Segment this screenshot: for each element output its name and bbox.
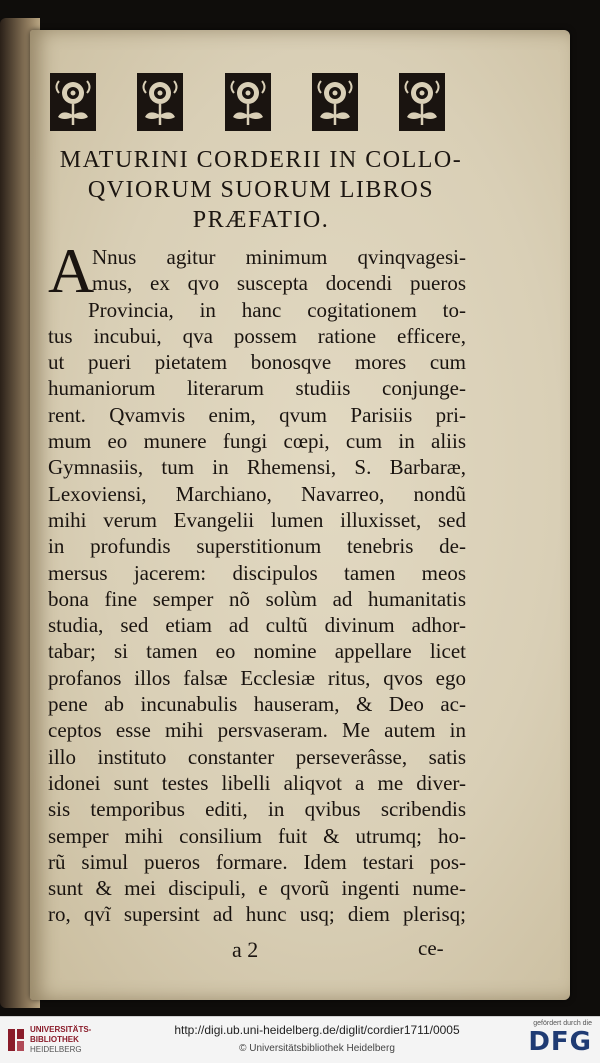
heading-line-1: MATURINI CORDERII IN COLLO- — [59, 147, 463, 173]
text-line: mum eo munere fungi cœpi, cum in aliis — [48, 429, 466, 454]
heading-line-3: PRÆFATIO. — [192, 207, 330, 233]
viewer-footer — [0, 1016, 600, 1063]
text-line: rent. Qvamvis enim, qvum Parisiis pri- — [48, 402, 466, 427]
text-line: idonei sunt testes libelli aliqvot a me diver- — [48, 770, 466, 795]
fleuron-ornament-icon — [50, 73, 96, 131]
text-line: ro, qvĩ supersint ad hunc usq; diem plerisq; — [48, 902, 466, 927]
dfg-logo[interactable] — [512, 1020, 592, 1060]
text-line: ut pueri pietatem bonosqve mores cum — [48, 350, 466, 375]
signature-mark: a 2 — [232, 937, 259, 962]
heading-line-2: QVIORUM SUORUM LIBROS — [87, 177, 435, 203]
text-line: ceptos esse mihi persvaseram. Me autem in — [48, 718, 466, 743]
dfg-caption: gefördert durch die — [533, 1020, 592, 1027]
fleuron-ornament-icon — [137, 73, 183, 131]
fleuron-ornament-icon — [312, 73, 358, 131]
text-line: tabar; si tamen eo nomine appellare licet — [48, 639, 466, 664]
text-line: rũ simul pueros formare. Idem testari pos- — [48, 849, 466, 874]
text-line: bona fine semper nõ solùm ad humanitatis — [48, 586, 466, 611]
dfg-wordmark: DFG — [528, 1027, 592, 1057]
catchword: ce- — [418, 936, 444, 960]
text-line: sis temporibus editi, in qvibus scribendis — [48, 797, 466, 822]
copyright-notice: © Universitätsbibliothek Heidelberg — [239, 1043, 395, 1054]
ub-logo-line-1: UNIVERSITÄTS- — [30, 1025, 92, 1034]
text-line: humaniorum literarum studiis conjunge- — [48, 376, 466, 401]
text-line: studia, sed etiam ad cultũ divinum adhor- — [48, 613, 466, 638]
text-line: mihi verum Evangelii lumen illuxisset, sed — [48, 507, 466, 532]
text-line: Nnus agitur minimum qvinqvagesi- — [92, 245, 466, 269]
text-line: mersus jacerem: discipulos tamen meos — [48, 560, 466, 585]
text-line: Lexoviensi, Marchiano, Navarreo, nondũ — [48, 481, 466, 506]
text-line: Provincia, in hanc cogitationem to- — [88, 297, 466, 322]
header-ornament-band — [50, 72, 445, 132]
body-text — [48, 244, 466, 928]
page-heading — [56, 145, 466, 235]
drop-cap: A — [48, 235, 95, 306]
fleuron-ornament-icon — [399, 73, 445, 131]
ub-logo-line-3: HEIDELBERG — [30, 1045, 82, 1054]
text-line: in profundis superstitionum tenebris de- — [48, 534, 466, 559]
text-line: pene ab incunabulis hauseram, & Deo ac- — [48, 692, 466, 717]
text-line: mus, ex qvo suscepta docendi pueros — [92, 271, 466, 296]
text-line: tus incubui, qva possem ratione efficere, — [48, 323, 466, 348]
ub-logo-line-2: BIBLIOTHEK — [30, 1035, 79, 1044]
text-line: illo instituto constanter perseverâsse, satis — [48, 744, 466, 769]
text-line: sunt & mei discipuli, e qvorũ ingenti nume- — [48, 876, 466, 901]
text-line: semper mihi consilium fuit & utrumq; ho- — [48, 823, 466, 848]
text-line: profanos illos falsæ Ecclesiæ ritus, qvos ego — [48, 665, 466, 690]
fleuron-ornament-icon — [225, 73, 271, 131]
text-line: Gymnasiis, tum in Rhemensi, S. Barbaræ, — [48, 455, 466, 480]
permalink-url[interactable]: http://digi.ub.uni-heidelberg.de/diglit/cordier1711/0005 — [174, 1023, 460, 1037]
